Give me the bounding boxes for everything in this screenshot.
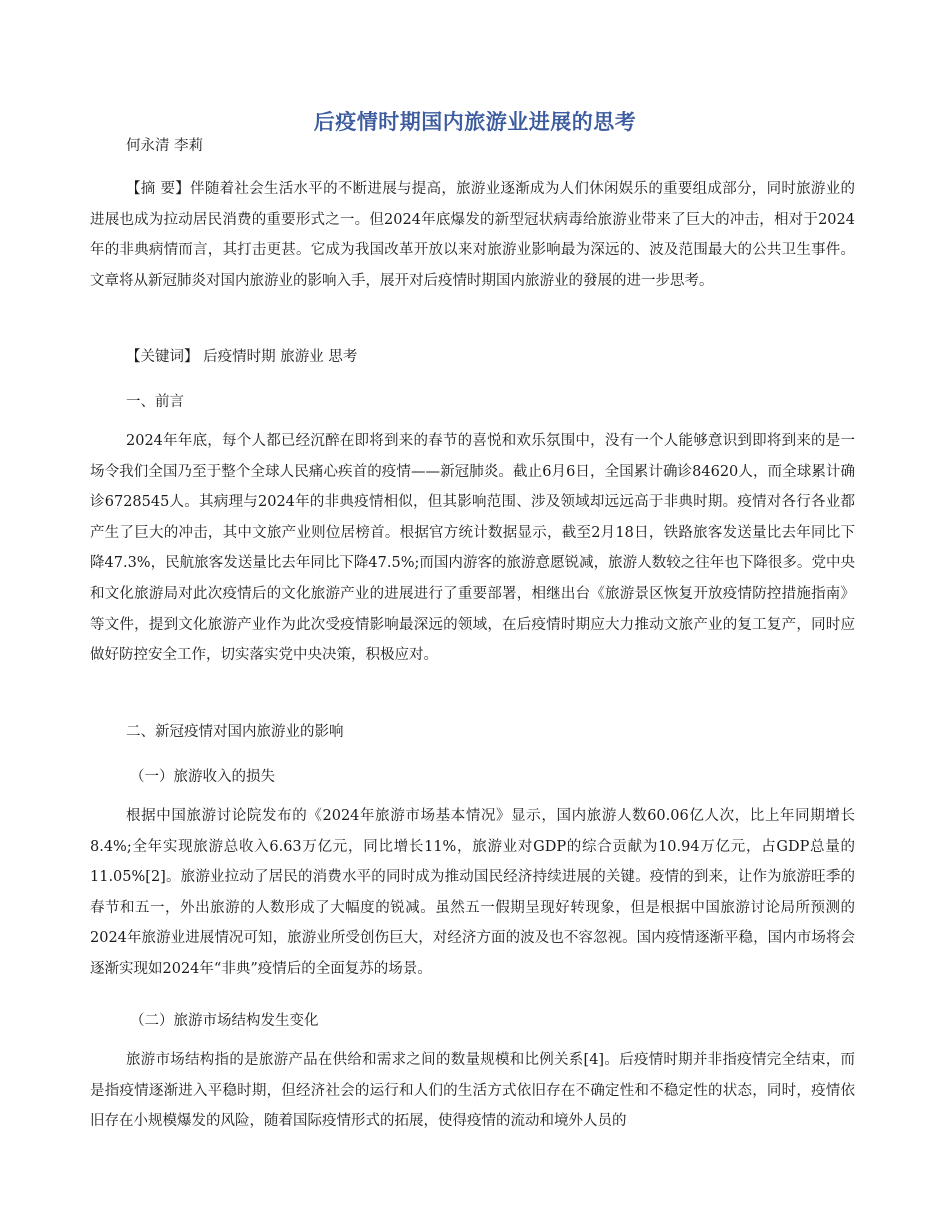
section-2-1-heading: （一）旅游收入的损失 xyxy=(130,769,275,785)
section-1-heading: 一、前言 xyxy=(126,394,184,410)
abstract-label: 【摘 要】 xyxy=(126,181,191,197)
section-2-heading: 二、新冠疫情对国内旅游业的影响 xyxy=(126,724,344,740)
abstract-text: 伴随着社会生活水平的不断进展与提高，旅游业逐渐成为人们休闲娱乐的重要组成部分，同时旅游业的进展也成为拉动居民消费的重要形式之一。但2024年底爆发的新型冠状病毒给旅游业带来了巨大的冲击，相对于2024年的非典病情而言，其打击更甚。它成为我国改革开放以来对旅游业影响最为深远的、波及范围最大的公共卫生事件。文章将从新冠肺炎对国内旅游业的影响入手，展开对后疫情时期国内旅游业的發展的进一步思考。 xyxy=(90,181,856,289)
section-2-1-paragraph: 根据中国旅游讨论院发布的《2024年旅游市场基本情况》显示，国内旅游人数60.06亿人次，比上年同期增长8.4%;全年实现旅游总收入6.63万亿元，同比增长11%，旅游业对GDP的综合贡献为10.94万亿元，占GDP总量的11.05%[2]。旅游业拉动了居民的消费水平的同时成为推动国民经济持续进展的关键。疫情的到来，让作为旅游旺季的春节和五一，外出旅游的人数形成了大幅度的锐减。虽然五一假期呈现好转现象，但是根据中国旅游讨论局所预测的2024年旅游业进展情况可知，旅游业所受创伤巨大，对经济方面的波及也不容忽视。国内疫情逐渐平稳，国内市场将会逐渐实现如2024年“非典”疫情后的全面复苏的场景。 xyxy=(90,808,855,977)
paper-title: 后疫情时期国内旅游业进展的思考 xyxy=(313,110,637,134)
keywords-line xyxy=(126,345,357,366)
section-2-2-heading: （二）旅游市场结构发生变化 xyxy=(130,1013,319,1029)
paper-authors: 何永清 李莉 xyxy=(126,138,204,154)
keywords-text: 后疫情时期 旅游业 思考 xyxy=(203,349,358,365)
keywords-label: 【关键词】 xyxy=(126,349,199,365)
section-2-2-paragraph: 旅游市场结构指的是旅游产品在供给和需求之间的数量规模和比例关系[4]。后疫情时期并非指疫情完全结束，而是指疫情逐渐进入平稳时期，但经济社会的运行和人们的生活方式依旧存在不确定性和不稳定性的状态，同时，疫情依旧存在小规模爆发的风险，随着国际疫情形式的拓展，使得疫情的流动和境外人员的 xyxy=(90,1052,855,1130)
section-1-paragraph: 2024年年底，每个人都已经沉醉在即将到来的春节的喜悦和欢乐氛围中，没有一个人能够意识到即将到来的是一场令我们全国乃至于整个全球人民痛心疾首的疫情——新冠肺炎。截止6月6日，全国累计确诊84620人，而全球累计确诊6728545人。其病理与2024年的非典疫情相似，但其影响范围、涉及领域却远远高于非典时期。疫情对各行各业都产生了巨大的冲击，其中文旅产业则位居榜首。根据官方统计数据显示，截至2月18日，铁路旅客发送量比去年同比下降47.3%，民航旅客发送量比去年同比下降47.5%;而国内游客的旅游意愿锐减，旅游人数较之往年也下降很多。党中央和文化旅游局对此次疫情后的文化旅游产业的进展进行了重要部署，相继出台《旅游景区恢复开放疫情防控措施指南》等文件，提到文化旅游产业作为此次受疫情影响最深远的领域，在后疫情时期应大力推动文旅产业的复工复产，同时应做好防控安全工作，切实落实党中央决策，积极应对。 xyxy=(90,433,855,664)
abstract-paragraph xyxy=(90,174,855,296)
